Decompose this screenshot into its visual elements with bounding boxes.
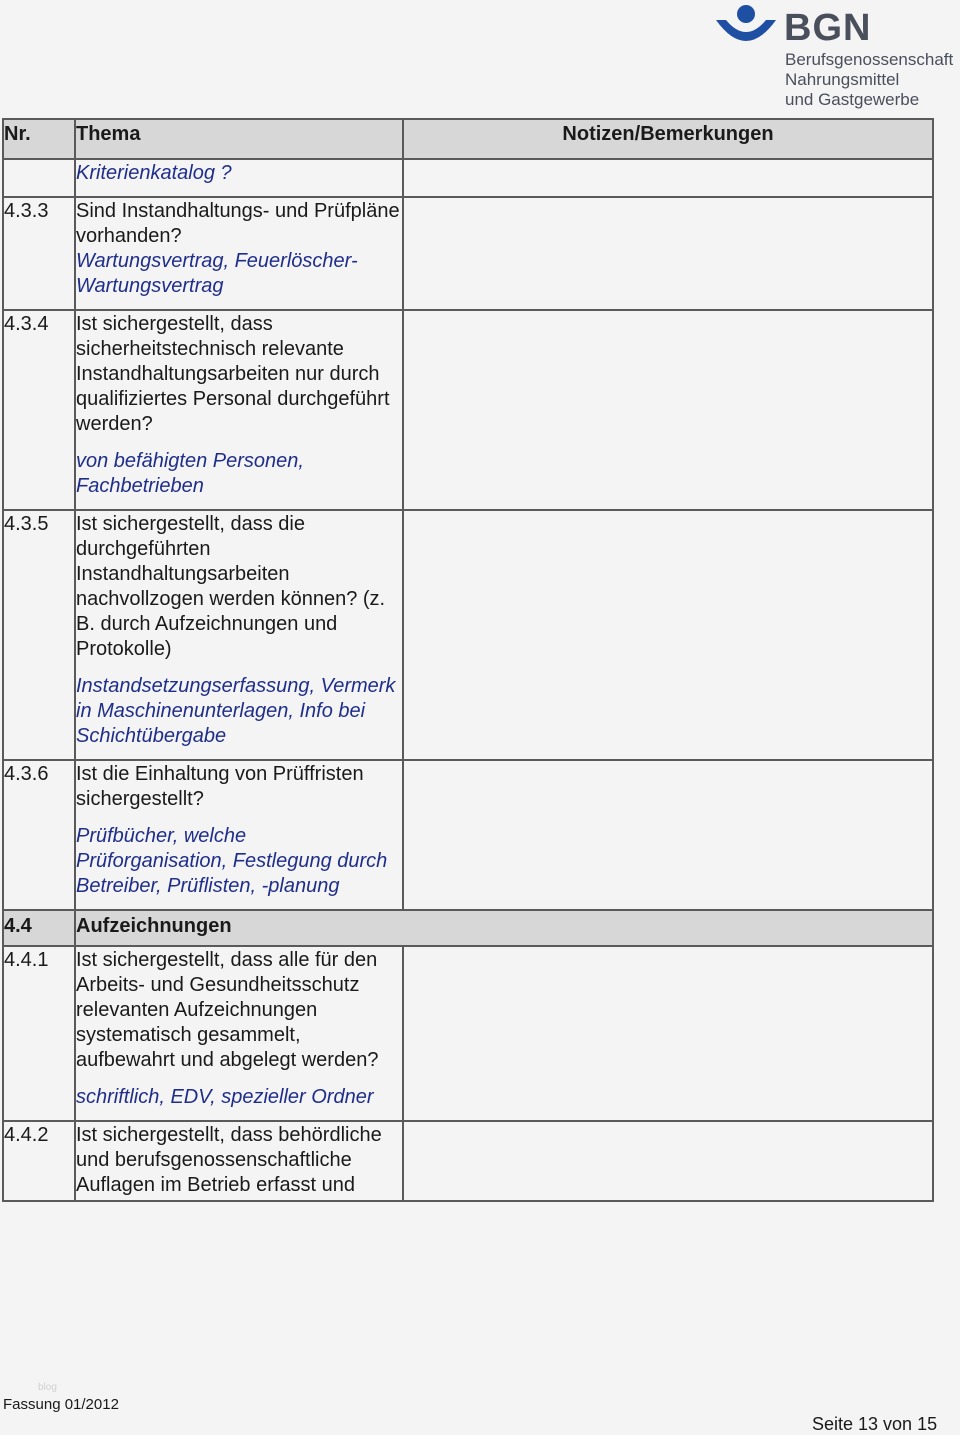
table-row — [3, 510, 933, 760]
row-question: Ist sichergestellt, dass sicherheitstechnisch relevante Instandhaltungsarbeiten nur durch qualifiziertes Personal durchgeführt werden? — [76, 313, 390, 435]
row-nr: 4.3.4 — [3, 310, 75, 510]
notes-cell[interactable] — [403, 946, 933, 1121]
row-hint: Kriterienkatalog ? — [76, 162, 232, 184]
row-hint: Instandsetzungserfassung, Vermerk in Maschinenunterlagen, Info bei Schichtübergabe — [76, 675, 396, 747]
row-nr: 4.3.5 — [3, 510, 75, 760]
footer-version: Fassung 01/2012 — [3, 1396, 119, 1413]
header-theme: Thema — [75, 119, 403, 159]
row-question: Sind Instandhaltungs- und Prüfpläne vorhanden? — [76, 200, 400, 247]
row-nr: 4.3.6 — [3, 760, 75, 910]
header-notes: Notizen/Bemerkungen — [403, 119, 933, 159]
bgn-logo — [714, 4, 960, 114]
notes-cell[interactable] — [403, 159, 933, 197]
footer-page-number: Seite 13 von 15 — [812, 1414, 938, 1434]
notes-cell[interactable] — [403, 760, 933, 910]
bgn-emblem-icon — [714, 4, 778, 50]
logo-line-3: und Gastgewerbe — [785, 90, 920, 109]
row-question: Ist sichergestellt, dass behördliche und berufsgenossenschaftliche Auflagen im Betrieb erfasst und — [76, 1124, 382, 1196]
table-header-row — [3, 119, 933, 159]
table-row — [3, 159, 933, 197]
section-title: Aufzeichnungen — [75, 910, 933, 946]
row-hint: von befähigten Personen, Fachbetrieben — [76, 450, 304, 497]
row-nr: 4.3.3 — [3, 197, 75, 310]
table-row — [3, 1121, 933, 1201]
row-hint: Prüfbücher, welche Prüforganisation, Festlegung durch Betreiber, Prüflisten, -planung — [76, 825, 388, 897]
row-hint: schriftlich, EDV, spezieller Ordner — [76, 1086, 374, 1108]
checklist-table — [2, 118, 934, 1202]
logo-line-2: Nahrungsmittel — [785, 70, 900, 89]
section-nr: 4.4 — [3, 910, 75, 946]
section-row — [3, 910, 933, 946]
logo-line-1: Berufsgenossenschaft — [785, 50, 954, 69]
row-question: Ist sichergestellt, dass alle für den Arbeits- und Gesundheitsschutz relevanten Aufzeichnungen systematisch gesammelt, aufbewahrt und abgelegt werden? — [76, 949, 379, 1071]
row-question: Ist die Einhaltung von Prüffristen sichergestellt? — [76, 763, 364, 810]
table-row — [3, 760, 933, 910]
notes-cell[interactable] — [403, 510, 933, 760]
notes-cell[interactable] — [403, 310, 933, 510]
header-nr: Nr. — [3, 119, 75, 159]
table-row — [3, 197, 933, 310]
notes-cell[interactable] — [403, 1121, 933, 1201]
faint-watermark: blog — [38, 1382, 57, 1393]
notes-cell[interactable] — [403, 197, 933, 310]
row-nr: 4.4.2 — [3, 1121, 75, 1201]
row-nr: 4.4.1 — [3, 946, 75, 1121]
row-question: Ist sichergestellt, dass die durchgeführten Instandhaltungsarbeiten nachvollzogen werden können? (z. B. durch Aufzeichnungen und Protokolle) — [76, 513, 386, 660]
row-nr — [3, 159, 75, 197]
row-hint: Wartungsvertrag, Feuerlöscher-Wartungsvertrag — [76, 250, 358, 297]
logo-title: BGN — [784, 7, 872, 49]
table-row — [3, 946, 933, 1121]
table-row — [3, 310, 933, 510]
